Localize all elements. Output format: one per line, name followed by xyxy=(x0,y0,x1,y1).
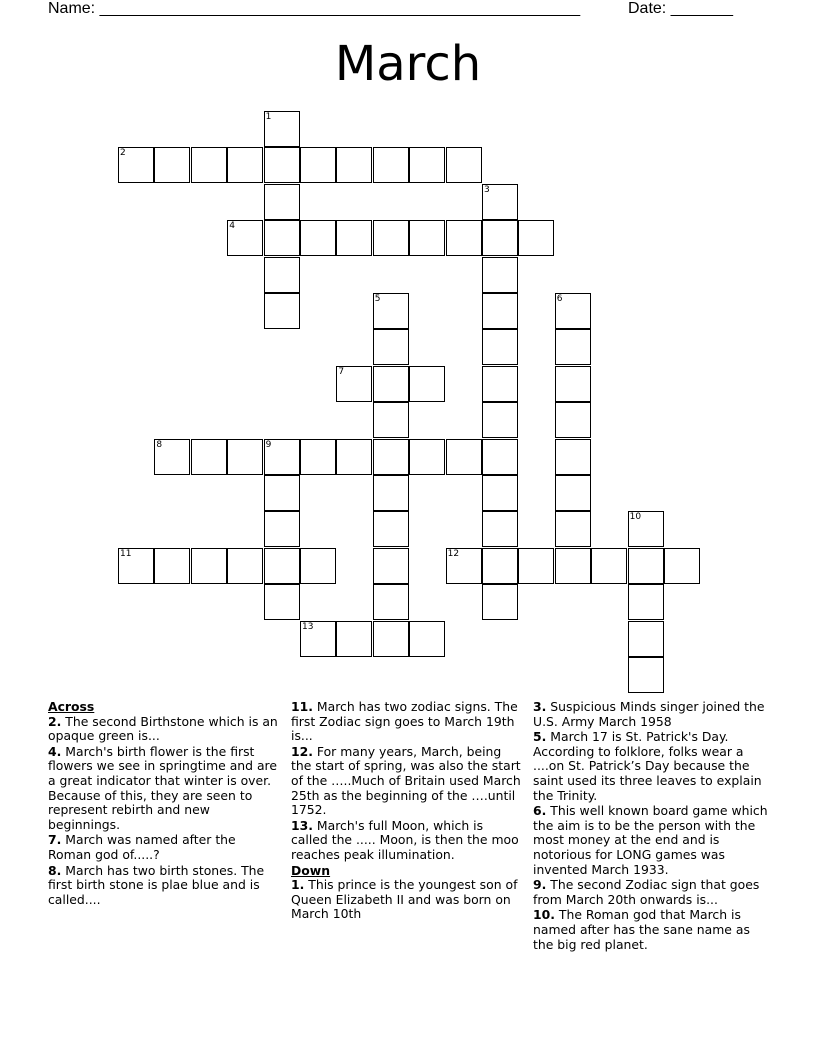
crossword-cell[interactable] xyxy=(409,147,445,183)
crossword-cell[interactable] xyxy=(482,366,518,402)
clue-down-3: 3. Suspicious Minds singer joined the U.S. Army March 1958 xyxy=(533,699,765,729)
crossword-cell[interactable] xyxy=(518,220,554,256)
crossword-cell[interactable] xyxy=(446,439,482,475)
clue-number: 2 xyxy=(120,148,126,159)
crossword-cell[interactable] xyxy=(555,511,591,547)
crossword-cell[interactable] xyxy=(336,366,372,402)
crossword-cell[interactable] xyxy=(446,147,482,183)
name-field-label[interactable]: Name: ______________________________________________________ xyxy=(48,0,581,17)
crossword-cell[interactable] xyxy=(264,257,300,293)
crossword-cell[interactable] xyxy=(373,147,409,183)
clue-across-4: 4. March's birth flower is the first flowers we see in springtime and are a great indicator that winter is over. Because of this, they are seen to represent rebirth and new beginnings. xyxy=(48,743,277,832)
clue-number: 4 xyxy=(229,221,235,232)
crossword-cell[interactable] xyxy=(336,621,372,657)
crossword-cell[interactable] xyxy=(264,584,300,620)
clues-column-2 xyxy=(291,700,523,923)
crossword-cell[interactable] xyxy=(555,439,591,475)
crossword-cell[interactable] xyxy=(300,439,336,475)
clue-down-5: 5. March 17 is St. Patrick's Day. According to folklore, folks wear a ....on St. Patrick’s Day because the saint used its three leaves to explain the Trinity. xyxy=(533,729,762,803)
clue-down-6: 6. This well known board game which the aim is to be the person with the most money at the end and is notorious for LONG games was invented March 1933. xyxy=(533,803,768,877)
crossword-cell[interactable] xyxy=(555,475,591,511)
crossword-cell[interactable] xyxy=(482,402,518,438)
clue-number: 10 xyxy=(629,512,642,523)
crossword-cell[interactable] xyxy=(264,147,300,183)
crossword-cell[interactable] xyxy=(482,475,518,511)
crossword-cell[interactable] xyxy=(118,548,154,584)
crossword-cell[interactable] xyxy=(300,220,336,256)
clue-number: 6 xyxy=(556,294,563,304)
clue-number: 7 xyxy=(338,366,345,377)
clue-number: 13 xyxy=(302,621,314,632)
crossword-cell[interactable] xyxy=(373,548,409,584)
crossword-cell[interactable] xyxy=(118,147,154,183)
across-heading: Across xyxy=(48,699,95,714)
crossword-cell[interactable] xyxy=(482,584,518,620)
crossword-cell[interactable] xyxy=(628,657,664,693)
clue-across-8: 8. March has two birth stones. The first birth stone is plae blue and is called.... xyxy=(48,862,265,907)
crossword-cell[interactable] xyxy=(373,329,409,365)
crossword-cell[interactable] xyxy=(628,548,664,584)
crossword-cell[interactable] xyxy=(409,366,445,402)
crossword-cell[interactable] xyxy=(482,220,518,256)
crossword-cell[interactable] xyxy=(555,366,591,402)
crossword-cell[interactable] xyxy=(409,220,445,256)
crossword-cell[interactable] xyxy=(264,475,300,511)
crossword-cell[interactable] xyxy=(264,184,300,220)
clue-across-7: 7. March was named after the Roman god of.....? xyxy=(48,832,236,862)
crossword-cell[interactable] xyxy=(300,548,336,584)
crossword-cell[interactable] xyxy=(227,439,263,475)
crossword-cell[interactable] xyxy=(264,293,300,329)
crossword-cell[interactable] xyxy=(482,257,518,293)
crossword-cell[interactable] xyxy=(264,111,300,147)
crossword-cell[interactable] xyxy=(482,439,518,475)
clue-number: 11 xyxy=(120,548,132,559)
clue-across-11: 11. March has two zodiac signs. The first Zodiac sign goes to March 19th is... xyxy=(291,699,518,744)
clue-across-13: 13. March's full Moon, which is called the ..... Moon, is then the moo reaches peak illumination. xyxy=(291,817,519,862)
crossword-cell[interactable] xyxy=(628,621,664,657)
crossword-cell[interactable] xyxy=(264,220,300,256)
crossword-cell[interactable] xyxy=(555,293,591,329)
crossword-cell[interactable] xyxy=(336,220,372,256)
crossword-cell[interactable] xyxy=(227,220,263,256)
crossword-cell[interactable] xyxy=(482,548,518,584)
crossword-cell[interactable] xyxy=(154,147,190,183)
crossword-cell[interactable] xyxy=(591,548,627,584)
clue-across-12: 12. For many years, March, being the start of spring, was also the start of the …..Much of Britain used March 25th as the beginning of the ….until 1752. xyxy=(291,743,521,818)
crossword-cell[interactable] xyxy=(446,548,482,584)
crossword-cell[interactable] xyxy=(628,511,664,547)
crossword-cell[interactable] xyxy=(227,147,263,183)
crossword-cell[interactable] xyxy=(373,475,409,511)
crossword-cell[interactable] xyxy=(409,621,445,657)
crossword-cell[interactable] xyxy=(300,621,336,657)
clue-number: 5 xyxy=(374,294,381,304)
clue-number: 1 xyxy=(265,112,272,122)
clue-across-2: 2. The second Birthstone which is an opaque green is... xyxy=(48,713,278,744)
crossword-cell[interactable] xyxy=(409,439,445,475)
crossword-cell[interactable] xyxy=(336,439,372,475)
crossword-cell[interactable] xyxy=(518,548,554,584)
crossword-cell[interactable] xyxy=(482,184,518,220)
crossword-cell[interactable] xyxy=(373,621,409,657)
crossword-cell[interactable] xyxy=(373,366,409,402)
crossword-cell[interactable] xyxy=(482,511,518,547)
crossword-cell[interactable] xyxy=(373,220,409,256)
crossword-cell[interactable] xyxy=(154,548,190,584)
crossword-cell[interactable] xyxy=(227,548,263,584)
date-field-label[interactable]: Date: _______ xyxy=(628,0,733,17)
crossword-cell[interactable] xyxy=(555,402,591,438)
crossword-cell[interactable] xyxy=(446,220,482,256)
clue-number: 8 xyxy=(156,439,163,450)
crossword-cell[interactable] xyxy=(482,329,518,365)
clue-down-10: 10. The Roman god that March is named after has the sane name as the big red planet. xyxy=(533,907,750,952)
crossword-cell[interactable] xyxy=(555,548,591,584)
page-title: March xyxy=(334,36,482,92)
clue-number: 3 xyxy=(484,184,490,195)
clue-number: 12 xyxy=(447,548,460,559)
clues-column-1 xyxy=(48,700,280,908)
crossword-cell[interactable] xyxy=(300,147,336,183)
clue-down-9: 9. The second Zodiac sign that goes from March 20th onwards is... xyxy=(533,877,760,907)
crossword-cell[interactable] xyxy=(373,511,409,547)
crossword-cell[interactable] xyxy=(373,293,409,329)
crossword-cell[interactable] xyxy=(628,584,664,620)
crossword-cell[interactable] xyxy=(264,548,300,584)
crossword-cell[interactable] xyxy=(264,511,300,547)
clue-number: 9 xyxy=(265,439,272,450)
crossword-cell[interactable] xyxy=(373,584,409,620)
crossword-cell[interactable] xyxy=(555,329,591,365)
crossword-cell[interactable] xyxy=(264,439,300,475)
down-heading: Down xyxy=(291,862,331,878)
crossword-cell[interactable] xyxy=(482,293,518,329)
crossword-cell[interactable] xyxy=(154,439,190,475)
crossword-cell[interactable] xyxy=(664,548,700,584)
crossword-cell[interactable] xyxy=(336,147,372,183)
clue-down-1: 1. This prince is the youngest son of Queen Elizabeth II and was born on March 10th xyxy=(291,877,518,922)
crossword-cell[interactable] xyxy=(373,402,409,438)
clues-column-3 xyxy=(533,700,769,953)
crossword-cell[interactable] xyxy=(191,548,227,584)
crossword-cell[interactable] xyxy=(191,439,227,475)
crossword-cell[interactable] xyxy=(373,439,409,475)
crossword-cell[interactable] xyxy=(191,147,227,183)
